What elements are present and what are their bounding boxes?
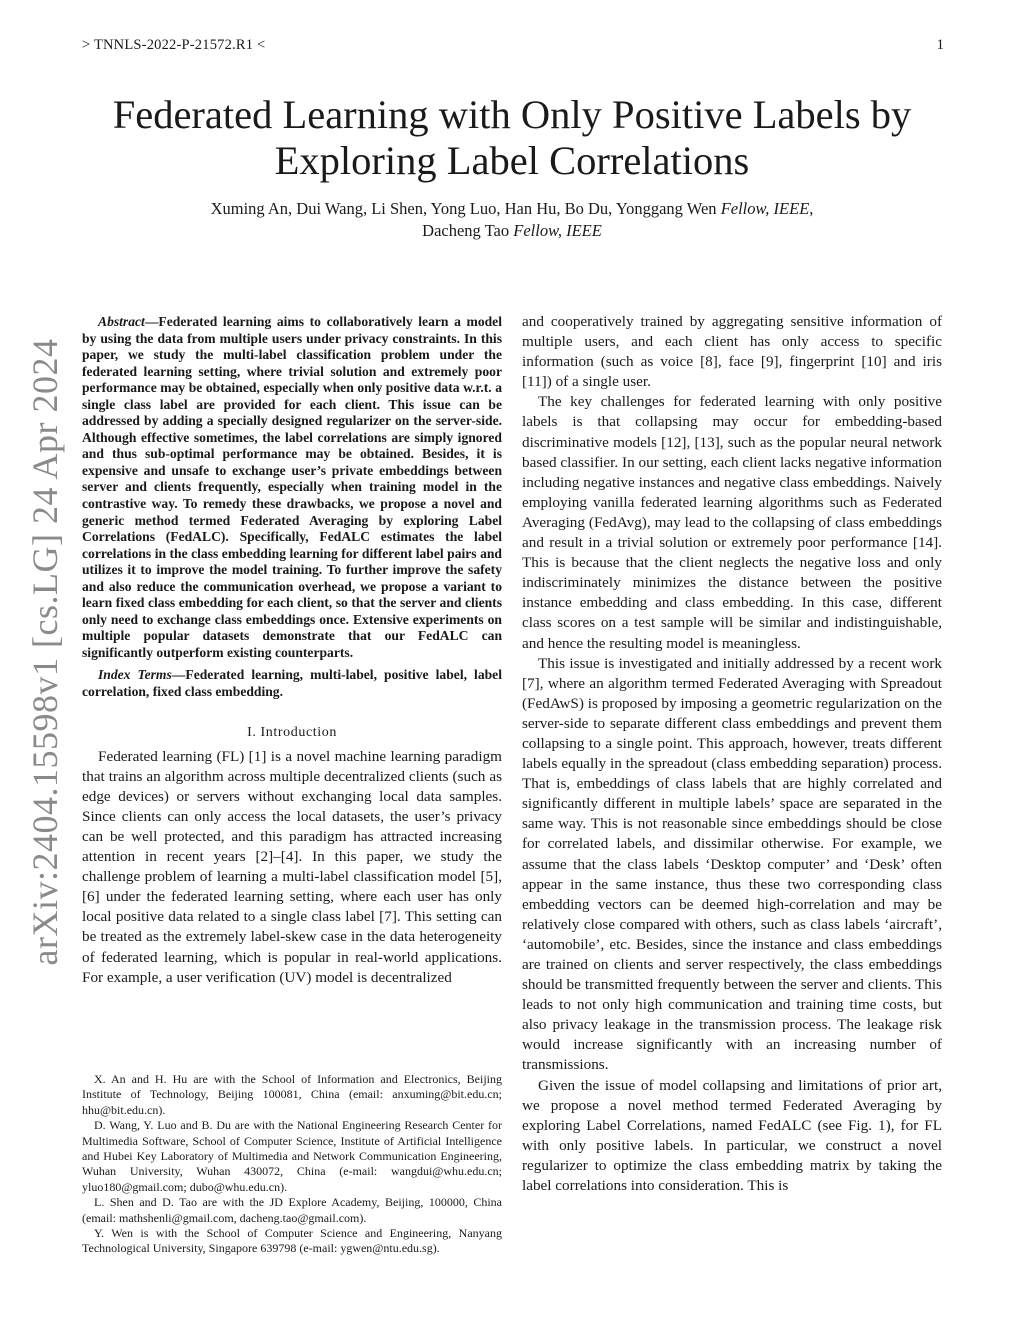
abstract-text: —Federated learning aims to collaboratively learn a model by using the data from multiple users under privacy constraints. In this paper, we study the multi-label classification problem under the federated learning setting, where trivial solution and extremely poor performance may be obtained, especially when only positive data w.r.t. a single class label are provided for each client. This issue can be addressed by adding a specially designed regularizer on the server-side. Although effective sometimes, the label correlations are simply ignored and thus sub-optimal performance may be obtained. Besides, it is expensive and unsafe to exchange user’s private embeddings between server and clients frequently, especially when training model in the contrastive way. To remedy these drawbacks, we propose a novel and generic method termed Federated Averaging by exploring Label Correlations (FedALC). Specifically, FedALC estimates the label correlations in the class embedding learning for different label pairs and utilizes it to improve the model training. To further improve the safety and also reduce the communication overhead, we propose a variant to learn fixed class embedding for each client, so that the server and clients only need to exchange class embeddings once. Extensive experiments on multiple popular datasets demonstrate that our FedALC can significantly outperform existing counterparts. (82, 314, 502, 660)
arxiv-stamp-text: arXiv:2404.15598v1 [cs.LG] 24 Apr 2024 (25, 338, 65, 966)
body-paragraph: and cooperatively trained by aggregating sensitive information of multiple users, and each client has only access to specific information (such as voice [8], face [9], fingerprint [10] and iris [11]) of a single user. (522, 313, 942, 391)
body-paragraph: This issue is investigated and initially addressed by a recent work [7], where an algorithm termed Federated Averaging with Spreadout (FedAwS) is proposed by imposing a geometric regularization on the server-side to separate different class embeddings and prevent them collapsing to a single point. This approach, however, treats different labels equally in the spreadout (class embedding separation) process. That is, embeddings of class labels that are highly correlated and significantly different in multiple labels’ space are separated in the same way. This is not reasonable since embeddings should be close for correlated labels, and dissimilar otherwise. For example, we assume that the class labels ‘Desktop computer’ and ‘Desk’ often appear in the same instance, thus these two corresponding class embedding vectors can be deemed high-correlation and may be relatively close compared with others, such as class labels ‘aircraft’, ‘automobile’, etc. Besides, since the instance and class embeddings are trained on clients and server respectively, the class embeddings should be transmitted frequently between the server and clients. This leads to not only high communication and training time costs, but also privacy leakage in the transmission process. The leakage risk would increase significantly with an increasing number of transmissions. (522, 654, 942, 1074)
page-number: 1 (936, 37, 944, 53)
author-fellow-1: Fellow, IEEE (720, 199, 810, 218)
footnote: D. Wang, Y. Luo and B. Du are with the National Engineering Research Center for Multimedia Software, School of Computer Science, Institute of Artificial Intelligence and Hubei Key Laboratory of Multimedia and Network Communication Engineering, Wuhan University, Wuhan 430072, China (e-mail: wangdui@whu.edu.cn; yluo180@gmail.com; dubo@whu.edu.cn). (82, 1118, 502, 1194)
author-line-1 (120, 198, 904, 220)
index-terms-text: —Federated learning, multi-label, positive label, label correlation, fixed class embedding. (82, 667, 502, 700)
author-fellow-2: Fellow, IEEE (513, 221, 602, 240)
footnote: L. Shen and D. Tao are with the JD Explore Academy, Beijing, 100000, China (email: mathshenli@gmail.com, dacheng.tao@gmail.com). (82, 1195, 502, 1225)
body-paragraph: Given the issue of model collapsing and limitations of prior art, we propose a novel method termed Federated Averaging by exploring Label Correlations, named FedALC (see Fig. 1), for FL with only positive labels. In particular, we construct a novel regularizer to optimize the class embedding matrix by taking the label correlations into consideration. This is (522, 1076, 942, 1195)
author-names-1: Xuming An, Dui Wang, Li Shen, Yong Luo, Han Hu, Bo Du, Yonggang Wen (210, 199, 721, 218)
left-column (82, 314, 502, 988)
intro-paragraph: Federated learning (FL) [1] is a novel machine learning paradigm that trains an algorithm across multiple decentralized clients (such as edge devices) or servers without exchanging local data samples. Since clients can only access the local datasets, the user’s privacy can be well protected, and this paradigm has attracted increasing attention in recent years [2]–[4]. In this paper, we study the challenge problem of learning a multi-label classification model [5], [6] under the federated learning setting, where each user has only local positive data related to a single class label [7]. This setting can be treated as the extremely label-skew case in the data heterogeneity of federated learning, which is popular in real-world applications. For example, a user verification (UV) model is decentralized (82, 747, 502, 986)
abstract (82, 314, 502, 661)
footnote: Y. Wen is with the School of Computer Science and Engineering, Nanyang Technological University, Singapore 639798 (e-mail: ygwen@ntu.edu.sg). (82, 1226, 502, 1256)
index-terms (82, 667, 502, 700)
footnotes (82, 1072, 502, 1257)
paper-title: Federated Learning with Only Positive Labels by Exploring Label Correlations (112, 92, 912, 183)
author-list (120, 198, 904, 242)
author-line-1-end: , (809, 199, 814, 218)
section-heading: I. Introduction (247, 724, 337, 740)
author-line-2 (120, 220, 904, 242)
index-terms-label: Index Terms (98, 667, 172, 683)
footnote: X. An and H. Hu are with the School of Information and Electronics, Beijing Institute of Technology, Beijing 100081, China (email: anxuming@bit.edu.cn; hhu@bit.edu.cn). (82, 1072, 502, 1117)
author-names-2: Dacheng Tao (422, 221, 514, 240)
body-paragraph: The key challenges for federated learning with only positive labels is that collapsing may occur for embedding-based discriminative models [12], [13], such as the popular neural network based classifier. In our setting, each client lacks negative information including negative instances and negative class embeddings. Naively employing vanilla federated learning algorithms such as Federated Averaging (FedAvg), may lead to the collapsing of class embeddings and result in a trivial solution or extremely poor performance [14]. This is because that the client neglects the negative loss and only indiscriminately minimizes the distance between the positive instance embedding and class embedding. In this case, different class scores on a test sample will be similar and indistinguishable, and hence the resulting model is meaningless. (522, 393, 942, 652)
arxiv-stamp (10, 338, 80, 966)
right-column (522, 312, 942, 1196)
running-head: > TNNLS-2022-P-21572.R1 < (82, 37, 266, 53)
abstract-label: Abstract (98, 314, 145, 329)
